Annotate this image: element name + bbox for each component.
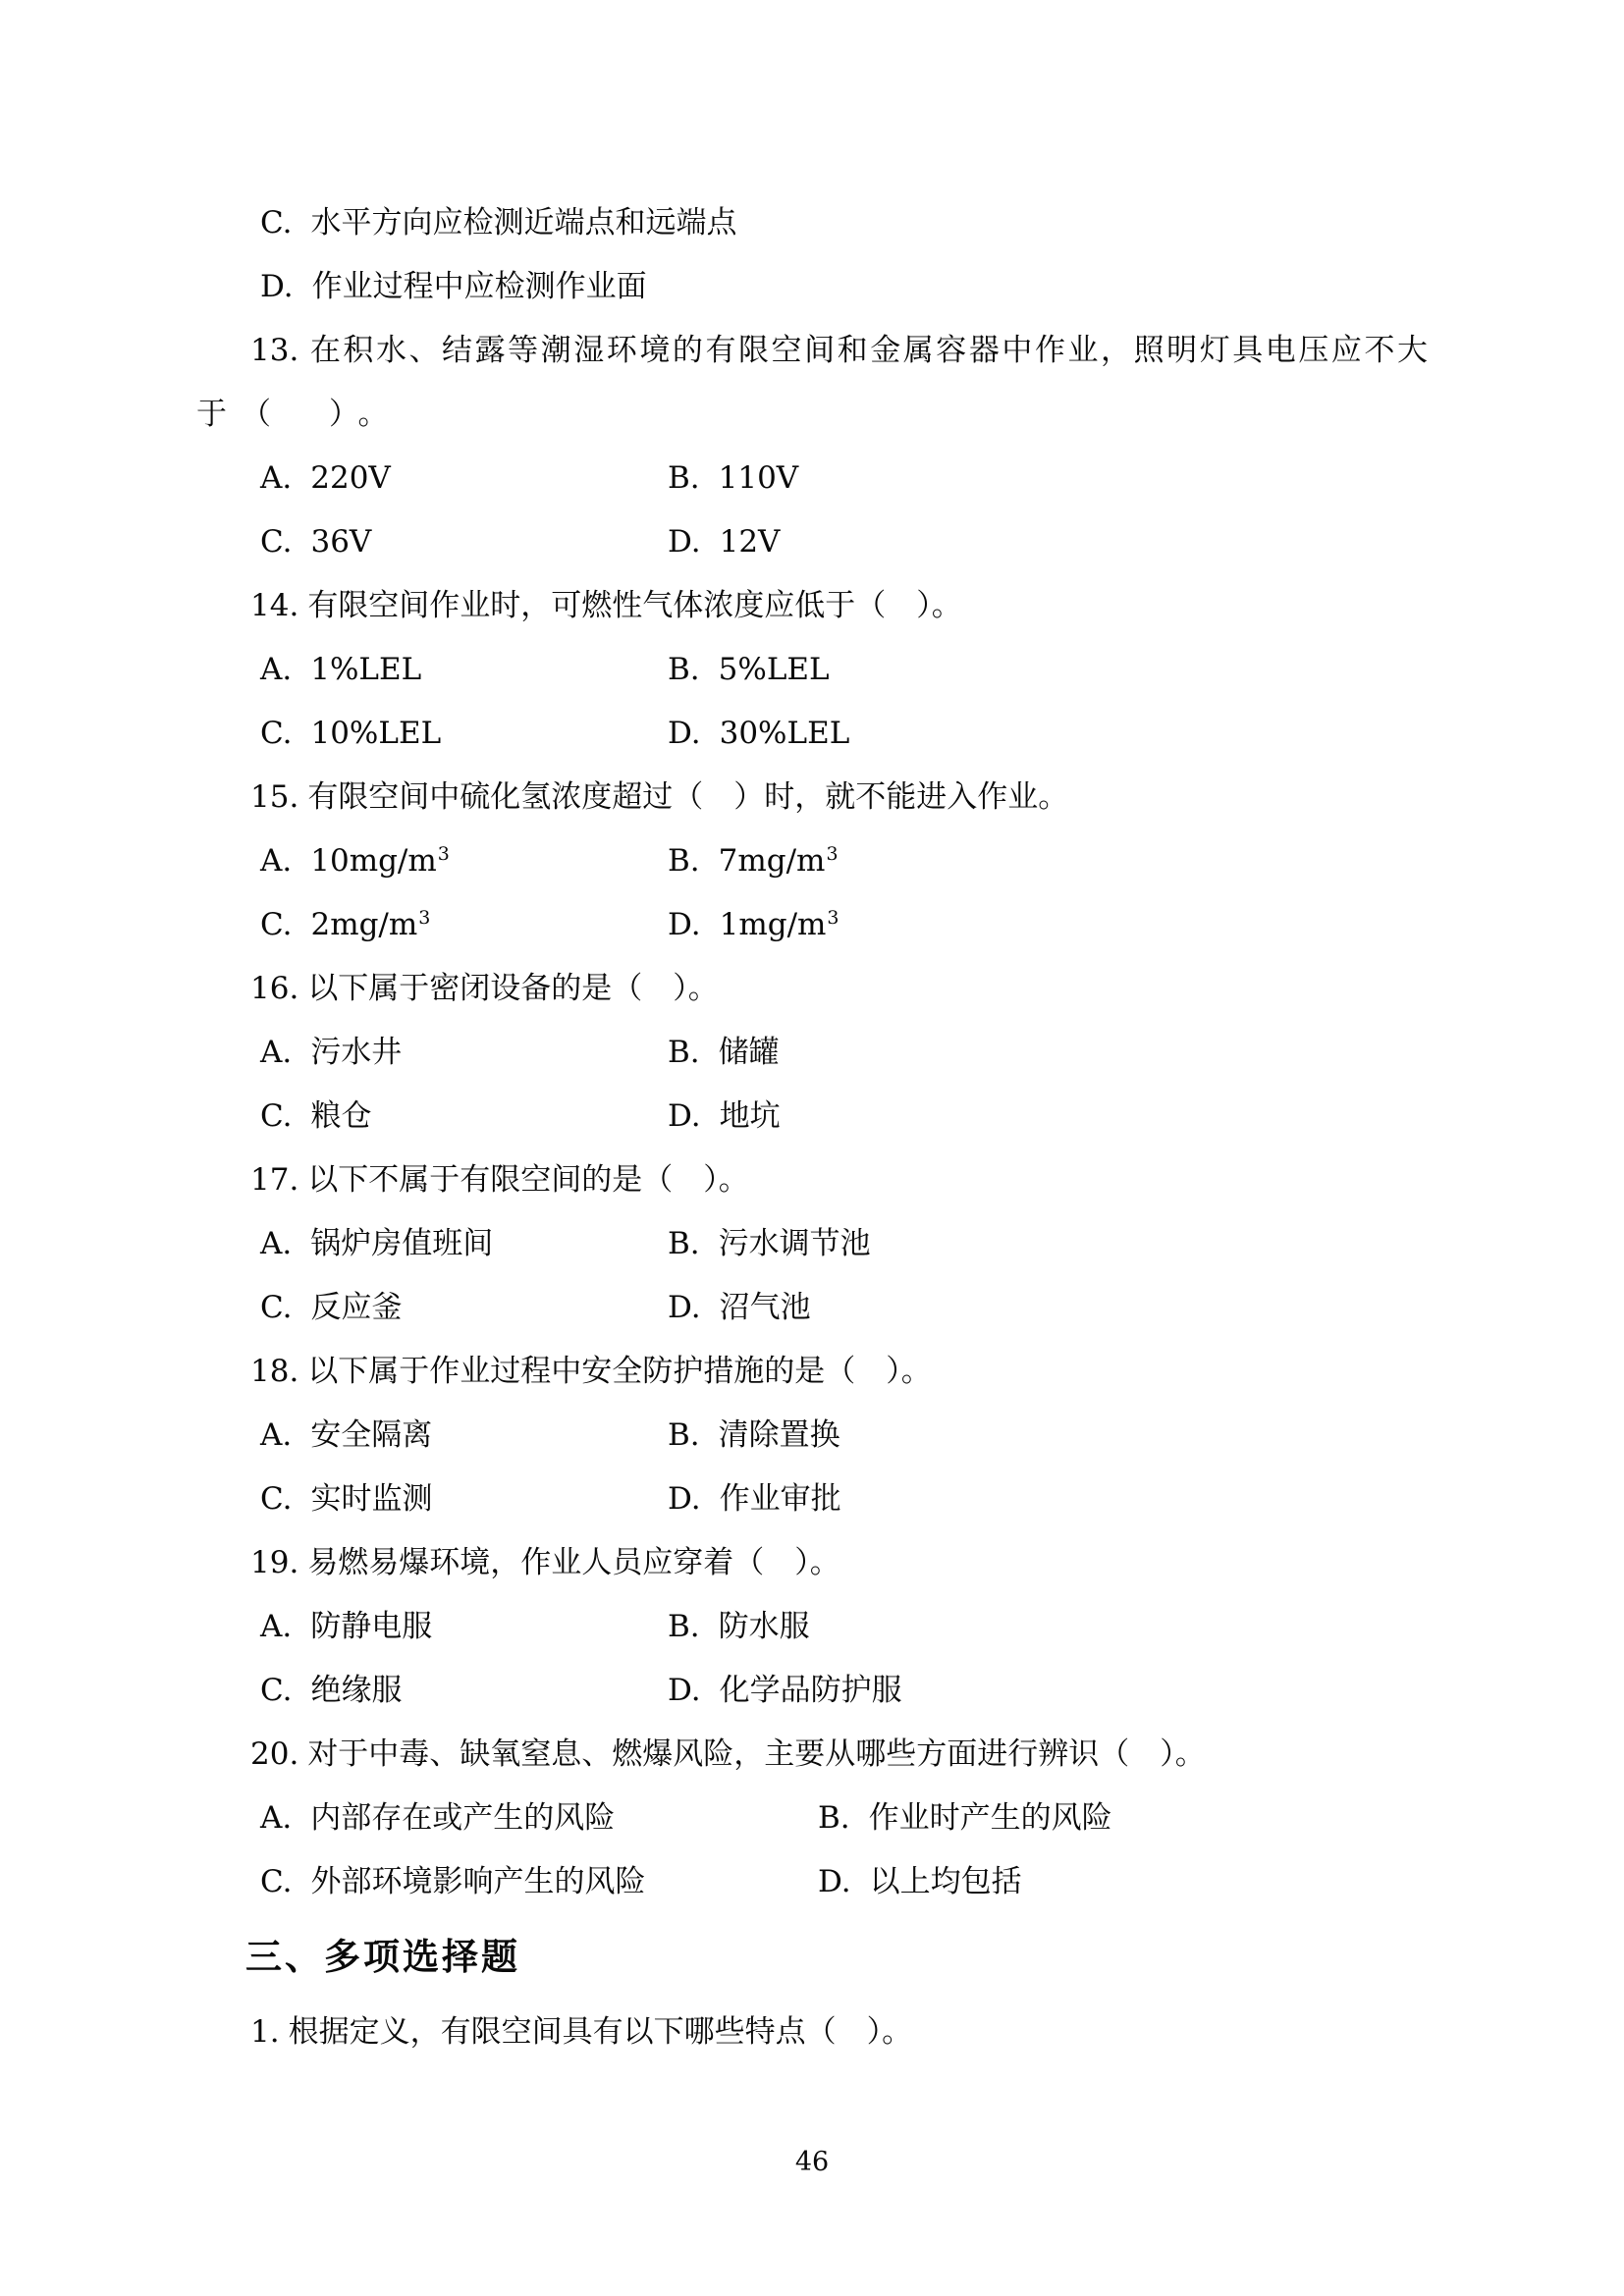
option-item-b xyxy=(668,1035,780,1070)
option-text: 实时监测 xyxy=(310,1481,433,1517)
option-item-d xyxy=(668,524,780,560)
option-item-d xyxy=(668,907,839,942)
option-text: 作业过程中应检测作业面 xyxy=(311,269,647,304)
option-label: A. xyxy=(260,1417,293,1453)
option-label: C. xyxy=(260,1864,293,1899)
option-item-b xyxy=(668,1226,871,1261)
option-text: 清除置换 xyxy=(718,1417,840,1453)
option-item-d xyxy=(668,716,849,751)
option-text: 内部存在或产生的风险 xyxy=(310,1800,616,1836)
question-text: 易燃易爆环境，作业人员应穿着（ ）。 xyxy=(307,1545,840,1580)
option-label: B. xyxy=(668,1609,700,1644)
option-label: B. xyxy=(668,1226,700,1261)
option-text: 安全隔离 xyxy=(310,1417,433,1453)
question-text: 在积水、结露等潮湿环境的有限空间和金属容器中作业，照明灯具电压应不大 xyxy=(307,333,1428,368)
option-label: D. xyxy=(818,1864,851,1899)
option-item-d xyxy=(260,269,647,304)
option-label: B. xyxy=(668,843,700,879)
option-item-a xyxy=(260,1212,668,1276)
question-line xyxy=(0,1340,1624,1404)
option-item-c xyxy=(260,893,668,957)
option-text: 以上均包括 xyxy=(869,1864,1022,1899)
option-item-d xyxy=(668,1481,841,1517)
option-row xyxy=(0,1468,1624,1531)
option-item-c xyxy=(260,1468,668,1531)
option-row xyxy=(0,638,1624,702)
option-row xyxy=(0,255,1624,319)
option-text: 防静电服 xyxy=(310,1609,433,1644)
option-text: 220V xyxy=(310,460,391,496)
option-label: D. xyxy=(668,716,701,751)
option-row xyxy=(0,510,1624,574)
option-label: C. xyxy=(260,1481,293,1517)
superscript-exponent: 3 xyxy=(437,842,450,865)
option-label: B. xyxy=(668,1417,700,1453)
option-text: 30%LEL xyxy=(719,716,850,751)
option-label: B. xyxy=(668,652,700,687)
question-line xyxy=(0,1723,1624,1787)
option-text: 绝缘服 xyxy=(310,1673,403,1708)
option-item-d xyxy=(668,1098,781,1134)
option-label: D. xyxy=(668,907,701,942)
option-text: 1%LEL xyxy=(310,652,422,687)
section-heading: 三、多项选择题 xyxy=(245,1936,520,1978)
option-label: A. xyxy=(260,1609,293,1644)
option-row xyxy=(0,1085,1624,1148)
option-label: D. xyxy=(260,269,294,304)
option-label: D. xyxy=(668,1481,701,1517)
option-label: A. xyxy=(260,843,293,879)
option-label: C. xyxy=(260,1673,293,1708)
option-text: 36V xyxy=(310,524,372,560)
option-text: 外部环境影响产生的风险 xyxy=(310,1864,646,1899)
page-number: 46 xyxy=(794,2147,830,2177)
option-text: 粮仓 xyxy=(310,1098,372,1134)
option-row xyxy=(0,1659,1624,1723)
option-label: C. xyxy=(260,205,293,240)
option-item-b xyxy=(668,1417,840,1453)
question-text: 对于中毒、缺氧窒息、燃爆风险，主要从哪些方面进行辨识（ ）。 xyxy=(307,1736,1206,1772)
option-row xyxy=(0,1212,1624,1276)
question-number: 19. xyxy=(250,1545,299,1580)
option-text: 污水井 xyxy=(310,1035,403,1070)
question-number: 20. xyxy=(250,1736,299,1772)
option-label: B. xyxy=(818,1800,850,1836)
option-text: 反应釜 xyxy=(310,1290,403,1325)
question-list xyxy=(0,191,1624,2064)
option-item-c xyxy=(260,1850,818,1914)
option-item-b xyxy=(668,652,830,687)
option-row xyxy=(0,1595,1624,1659)
question-line xyxy=(0,766,1624,829)
question-line xyxy=(0,2001,1624,2064)
option-row xyxy=(0,893,1624,957)
option-item-b xyxy=(668,843,839,879)
option-label: A. xyxy=(260,652,293,687)
question-text: 以下不属于有限空间的是（ ）。 xyxy=(307,1162,749,1198)
option-text: 锅炉房值班间 xyxy=(310,1226,494,1261)
question-number: 18. xyxy=(250,1354,299,1389)
option-text: 储罐 xyxy=(718,1035,780,1070)
option-label: A. xyxy=(260,1035,293,1070)
option-row xyxy=(0,1404,1624,1468)
option-row xyxy=(0,447,1624,510)
option-text: 1mg/m xyxy=(719,907,827,942)
option-text: 化学品防护服 xyxy=(719,1673,902,1708)
question-number: 17. xyxy=(250,1162,299,1198)
option-text: 沼气池 xyxy=(719,1290,811,1325)
option-item-c xyxy=(260,205,736,240)
question-line xyxy=(0,319,1428,383)
option-item-a xyxy=(260,1404,668,1468)
question-number: 14. xyxy=(250,588,299,623)
option-label: C. xyxy=(260,1098,293,1134)
question-number: 1. xyxy=(250,2014,280,2050)
option-label: D. xyxy=(668,524,701,560)
option-item-b xyxy=(818,1800,1112,1836)
question-continuation: 于（ ）。 xyxy=(196,397,403,432)
option-label: A. xyxy=(260,460,293,496)
option-text: 12V xyxy=(719,524,781,560)
question-line xyxy=(0,574,1624,638)
question-line xyxy=(0,957,1624,1021)
question-line xyxy=(0,1531,1624,1595)
superscript-exponent: 3 xyxy=(826,842,839,865)
option-item-a xyxy=(260,638,668,702)
question-text: 根据定义，有限空间具有以下哪些特点（ ）。 xyxy=(288,2014,913,2050)
option-item-d xyxy=(668,1290,811,1325)
option-label: A. xyxy=(260,1226,293,1261)
option-text: 作业审批 xyxy=(719,1481,841,1517)
option-text: 7mg/m xyxy=(718,843,826,879)
option-item-a xyxy=(260,1021,668,1085)
option-item-b xyxy=(668,1609,810,1644)
option-text: 10mg/m xyxy=(310,843,437,879)
question-number: 15. xyxy=(250,779,299,815)
question-text: 以下属于作业过程中安全防护措施的是（ ）。 xyxy=(307,1354,932,1389)
question-line xyxy=(0,1148,1624,1212)
option-item-b xyxy=(668,460,798,496)
question-text: 有限空间作业时，可燃性气体浓度应低于（ ）。 xyxy=(307,588,962,623)
option-label: C. xyxy=(260,524,293,560)
option-text: 2mg/m xyxy=(310,907,418,942)
option-label: B. xyxy=(668,1035,700,1070)
option-label: B. xyxy=(668,460,700,496)
option-item-c xyxy=(260,702,668,766)
option-label: C. xyxy=(260,716,293,751)
option-item-a xyxy=(260,829,668,893)
option-item-d xyxy=(818,1864,1022,1899)
option-row xyxy=(0,191,1624,255)
option-label: C. xyxy=(260,907,293,942)
option-label: A. xyxy=(260,1800,293,1836)
option-label: D. xyxy=(668,1290,701,1325)
option-row xyxy=(0,1021,1624,1085)
option-text: 5%LEL xyxy=(718,652,830,687)
question-text: 以下属于密闭设备的是（ ）。 xyxy=(307,971,719,1006)
option-text: 污水调节池 xyxy=(718,1226,871,1261)
option-row xyxy=(0,1276,1624,1340)
option-row xyxy=(0,1850,1624,1914)
option-row xyxy=(0,829,1624,893)
option-item-a xyxy=(260,447,668,510)
option-row xyxy=(0,1787,1624,1850)
question-number: 16. xyxy=(250,971,299,1006)
option-item-a xyxy=(260,1595,668,1659)
question-text: 有限空间中硫化氢浓度超过（ ）时，就不能进入作业。 xyxy=(307,779,1069,815)
option-text: 地坑 xyxy=(719,1098,781,1134)
option-label: D. xyxy=(668,1673,701,1708)
option-item-c xyxy=(260,1085,668,1148)
option-item-c xyxy=(260,1659,668,1723)
question-number: 13. xyxy=(250,333,299,368)
option-text: 作业时产生的风险 xyxy=(868,1800,1112,1836)
option-text: 110V xyxy=(718,460,799,496)
option-row xyxy=(0,702,1624,766)
superscript-exponent: 3 xyxy=(827,906,839,929)
option-item-d xyxy=(668,1673,902,1708)
option-label: D. xyxy=(668,1098,701,1134)
option-text: 10%LEL xyxy=(310,716,442,751)
option-label: C. xyxy=(260,1290,293,1325)
option-item-a xyxy=(260,1787,818,1850)
option-text: 防水服 xyxy=(718,1609,810,1644)
option-text: 水平方向应检测近端点和远端点 xyxy=(310,205,737,240)
superscript-exponent: 3 xyxy=(418,906,431,929)
option-item-c xyxy=(260,510,668,574)
option-item-c xyxy=(260,1276,668,1340)
